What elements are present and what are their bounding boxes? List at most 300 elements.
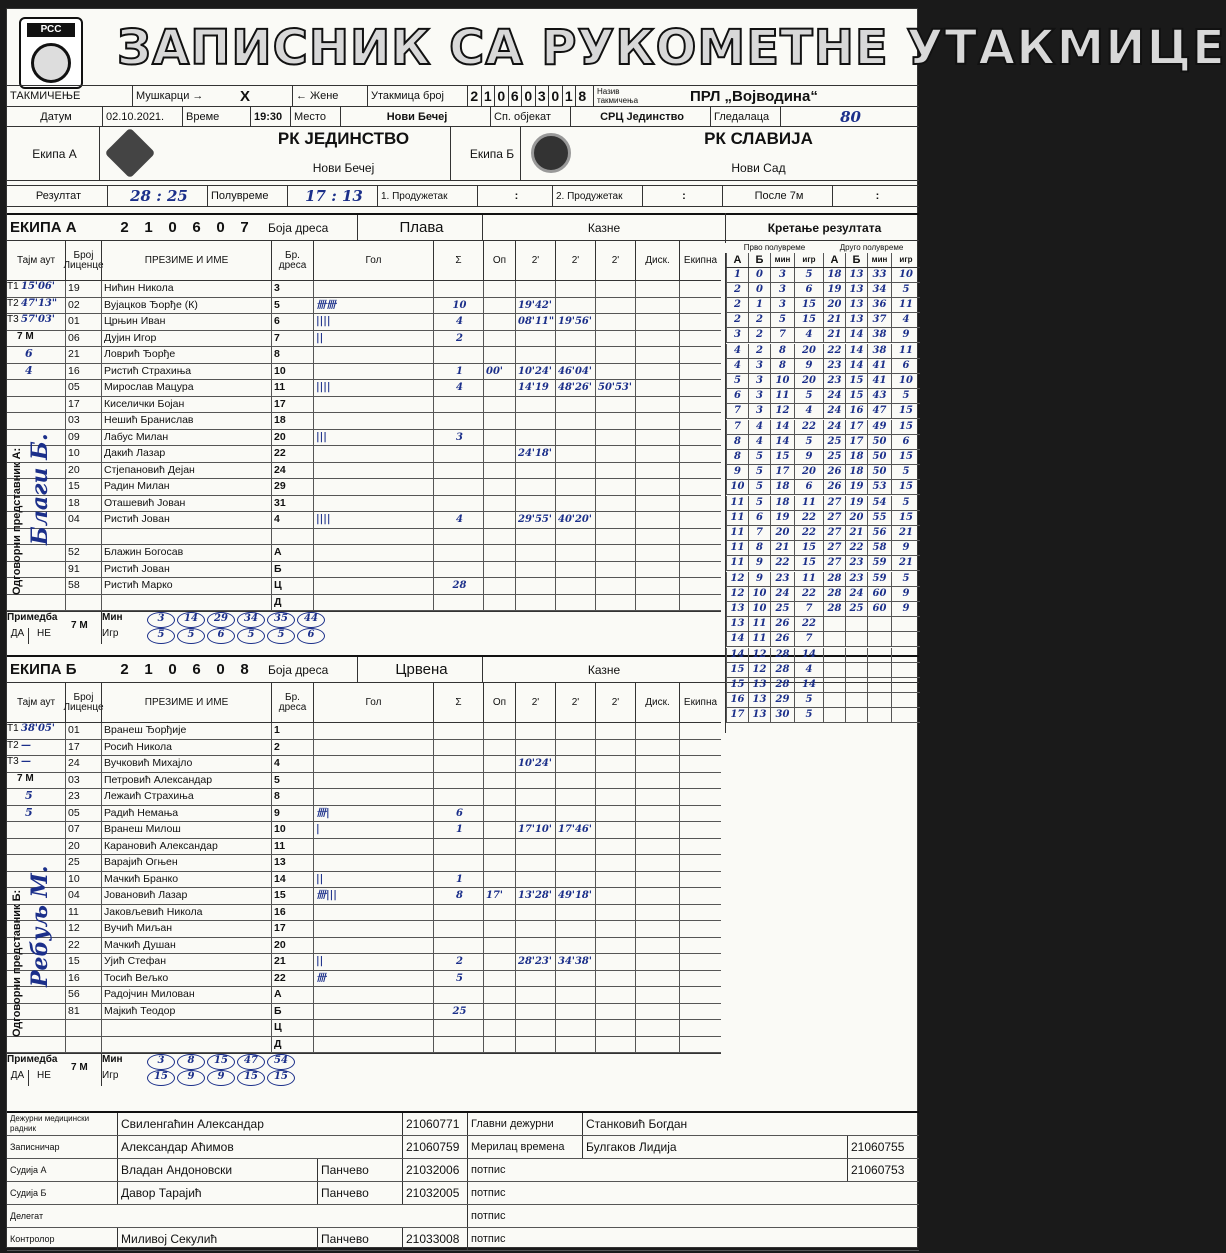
score-progress-cell: 3 bbox=[770, 268, 794, 282]
score-progress-cell: 5 bbox=[794, 389, 823, 403]
player-dres: 5 bbox=[271, 298, 313, 314]
player-k1 bbox=[515, 430, 555, 446]
team-code-digit: 0 bbox=[216, 219, 225, 236]
player-sum bbox=[433, 773, 483, 789]
team-label: ЕКИПА А bbox=[10, 219, 77, 236]
score-progress-cell: 43 bbox=[867, 389, 891, 403]
player-k2 bbox=[555, 987, 595, 1003]
timeout-label: T2 bbox=[7, 297, 19, 309]
score-progress-cell: 34 bbox=[867, 283, 891, 297]
player-ime bbox=[101, 1020, 271, 1036]
score-progress-cell bbox=[845, 632, 867, 646]
player-k2 bbox=[555, 298, 595, 314]
column-header-ekipna: Екипна bbox=[679, 241, 721, 280]
player-ime: Вучковић Михајло bbox=[101, 756, 271, 772]
player-dres: 8 bbox=[271, 347, 313, 363]
score-progress-cell: 50 bbox=[867, 465, 891, 479]
player-row bbox=[7, 888, 721, 905]
score-progress-cell: 4 bbox=[748, 420, 770, 434]
player-row bbox=[7, 773, 721, 790]
player-dres: 4 bbox=[271, 512, 313, 528]
player-gol bbox=[313, 723, 433, 739]
player-sum bbox=[433, 281, 483, 297]
score-progress-row bbox=[726, 344, 920, 359]
player-ime: Мајкић Теодор bbox=[101, 1004, 271, 1020]
score-progress-row bbox=[726, 678, 920, 693]
score-progress-cell: 25 bbox=[845, 602, 867, 616]
match-number-digit: 6 bbox=[508, 86, 522, 106]
score-progress-cell: 27 bbox=[823, 526, 845, 540]
player-k1: 13'28' bbox=[515, 888, 555, 904]
player-ime: Вујацков Ђорђе (К) bbox=[101, 298, 271, 314]
player-lic: 04 bbox=[65, 888, 101, 904]
team-code-digit: 1 bbox=[144, 219, 153, 236]
score-progress-cell: 5 bbox=[794, 693, 823, 707]
player-cell bbox=[679, 529, 721, 545]
overtime1-value: : bbox=[477, 186, 552, 206]
player-k2 bbox=[555, 331, 595, 347]
minute-label: Мин bbox=[101, 1054, 141, 1070]
player-k2 bbox=[555, 578, 595, 594]
score-progress-cell: 8 bbox=[726, 435, 748, 449]
player-gol: || bbox=[313, 872, 433, 888]
score-progress-cell: 4 bbox=[794, 663, 823, 677]
player-gol: 卌| bbox=[313, 806, 433, 822]
score-progress-cell: 12 bbox=[726, 572, 748, 586]
player-k2 bbox=[555, 872, 595, 888]
score-progress-cell: 22 bbox=[794, 511, 823, 525]
player-op bbox=[483, 723, 515, 739]
player-k1 bbox=[515, 1037, 555, 1053]
header-competition-row bbox=[7, 85, 919, 107]
player-lic: 52 bbox=[65, 545, 101, 561]
player-op bbox=[483, 921, 515, 937]
player-dres: 6 bbox=[271, 314, 313, 330]
score-progress-cell: 11 bbox=[794, 572, 823, 586]
player-lic: 21 bbox=[65, 347, 101, 363]
column-header-m2: 2' bbox=[595, 241, 635, 280]
player-cell bbox=[679, 723, 721, 739]
score-progress-col-b: Б bbox=[748, 253, 770, 267]
match-number bbox=[467, 86, 591, 106]
player-lic: 18 bbox=[65, 496, 101, 512]
player-cell bbox=[679, 806, 721, 822]
official-row bbox=[7, 1182, 919, 1205]
score-progress-cell: 14 bbox=[770, 420, 794, 434]
player-row bbox=[7, 529, 721, 546]
player-k2 bbox=[555, 1004, 595, 1020]
score-progress-cell: 9 bbox=[891, 587, 920, 601]
player-op bbox=[483, 595, 515, 611]
player-gol: |||| bbox=[313, 314, 433, 330]
score-progress-cell: 10 bbox=[891, 374, 920, 388]
column-header-m2: 2' bbox=[515, 241, 555, 280]
score-progress-cell: 5 bbox=[748, 480, 770, 494]
score-progress-cell: 9 bbox=[891, 328, 920, 342]
player-gol bbox=[313, 905, 433, 921]
official-lic-b: 21060753 bbox=[847, 1159, 919, 1181]
score-progress-cell: 4 bbox=[891, 313, 920, 327]
score-progress-cell: 41 bbox=[867, 359, 891, 373]
player-ime: Мачкић Бранко bbox=[101, 872, 271, 888]
player-row bbox=[7, 789, 721, 806]
score-progress-row bbox=[726, 617, 920, 632]
player-dres: 29 bbox=[271, 479, 313, 495]
column-header-m2: 2' bbox=[555, 241, 595, 280]
timeout-minute: 15 bbox=[207, 1054, 235, 1070]
player-k3 bbox=[595, 512, 635, 528]
score-progress-cell: 24 bbox=[823, 420, 845, 434]
official-merilac-label: Мерилац времена bbox=[467, 1136, 567, 1158]
officials-section bbox=[7, 1111, 919, 1249]
player-lic: 16 bbox=[65, 971, 101, 987]
player-dres: 20 bbox=[271, 430, 313, 446]
player-op bbox=[483, 938, 515, 954]
score-progress-cell bbox=[891, 663, 920, 677]
score-progress-cell bbox=[867, 663, 891, 677]
player-cell bbox=[635, 578, 679, 594]
player-cell bbox=[635, 512, 679, 528]
player-dres: 22 bbox=[271, 446, 313, 462]
score-progress-col-min: мин bbox=[867, 253, 891, 267]
player-cell bbox=[635, 789, 679, 805]
date-value: 02.10.2021. bbox=[102, 107, 182, 126]
player-sum bbox=[433, 545, 483, 561]
first-half-label: Прво полувреме bbox=[743, 243, 806, 252]
player-dres: 17 bbox=[271, 921, 313, 937]
player-k2 bbox=[555, 430, 595, 446]
jersey-color-label: Боја дреса bbox=[268, 662, 329, 677]
score-progress-cell: 17 bbox=[845, 420, 867, 434]
score-progress-cell: 28 bbox=[823, 587, 845, 601]
player-dres: 4 bbox=[271, 756, 313, 772]
score-progress-table bbox=[725, 243, 919, 733]
score-progress-col-a: А bbox=[823, 253, 845, 267]
timeout-value: 47'13" bbox=[21, 297, 58, 309]
timeout-value: 38'05' bbox=[21, 723, 55, 734]
team-b-crest-icon bbox=[531, 133, 571, 173]
player-gol bbox=[313, 1037, 433, 1053]
player-ime: Дакић Лазар bbox=[101, 446, 271, 462]
score-progress-row bbox=[726, 359, 920, 374]
player-k2 bbox=[555, 773, 595, 789]
women-label: ← Жене bbox=[292, 86, 364, 106]
player-dres: 13 bbox=[271, 855, 313, 871]
player-cell bbox=[635, 872, 679, 888]
score-progress-cell: 23 bbox=[823, 359, 845, 373]
player-sum: 4 bbox=[433, 314, 483, 330]
player-op bbox=[483, 430, 515, 446]
player-cell bbox=[635, 595, 679, 611]
player-k2 bbox=[555, 839, 595, 855]
score-progress-cell: 4 bbox=[726, 344, 748, 358]
score-progress-cell: 12 bbox=[748, 648, 770, 662]
score-progress-cell: 15 bbox=[770, 450, 794, 464]
remark-no: НЕ bbox=[37, 1070, 51, 1081]
player-cell bbox=[679, 872, 721, 888]
score-progress-cell: 15 bbox=[891, 511, 920, 525]
player-ime: Ристић Јован bbox=[101, 512, 271, 528]
penalties-title: Казне bbox=[482, 215, 722, 240]
column-header-ime: ПРЕЗИМЕ И ИМЕ bbox=[101, 241, 271, 280]
score-progress-subheader bbox=[726, 243, 920, 253]
player-lic: 03 bbox=[65, 773, 101, 789]
player-row bbox=[7, 971, 721, 988]
player-op bbox=[483, 347, 515, 363]
player-ime: Лежаић Страхиња bbox=[101, 789, 271, 805]
player-cell bbox=[679, 281, 721, 297]
timeout-minute: 3 bbox=[147, 612, 175, 628]
player-lic: 02 bbox=[65, 298, 101, 314]
player-k3 bbox=[595, 578, 635, 594]
score-progress-cell: 24 bbox=[823, 389, 845, 403]
player-ime bbox=[101, 529, 271, 545]
halftime-label: Полувреме bbox=[207, 186, 287, 206]
player-sum bbox=[433, 1037, 483, 1053]
player-gol: |||| bbox=[313, 380, 433, 396]
player-dres: 31 bbox=[271, 496, 313, 512]
column-header-licenca: Број Лиценце bbox=[65, 241, 101, 280]
player-cell bbox=[679, 987, 721, 1003]
player-row bbox=[7, 364, 721, 381]
score-progress-cell: 16 bbox=[845, 404, 867, 418]
score-progress-cell: 3 bbox=[770, 283, 794, 297]
player-dres: 1 bbox=[271, 723, 313, 739]
player-gol: | bbox=[313, 822, 433, 838]
scoresheet bbox=[6, 8, 1226, 1248]
score-progress-row bbox=[726, 374, 920, 389]
score-progress-cell: 10 bbox=[770, 374, 794, 388]
player-k1 bbox=[515, 773, 555, 789]
score-progress-row bbox=[726, 389, 920, 404]
player-dres: 10 bbox=[271, 822, 313, 838]
player-k3 bbox=[595, 806, 635, 822]
score-progress-cell bbox=[867, 678, 891, 692]
player-dres: Д bbox=[271, 1037, 313, 1053]
jersey-color-label: Боја дреса bbox=[268, 220, 329, 235]
official-sudija-a-grad: Панчево bbox=[317, 1159, 402, 1181]
player-cell bbox=[635, 446, 679, 462]
player-k3 bbox=[595, 562, 635, 578]
player-sum: 1 bbox=[433, 364, 483, 380]
player-op bbox=[483, 855, 515, 871]
player-cell bbox=[635, 479, 679, 495]
player-cell bbox=[679, 545, 721, 561]
player-row bbox=[7, 595, 721, 612]
score-progress-cell: 4 bbox=[794, 404, 823, 418]
player-cell bbox=[635, 921, 679, 937]
score-progress-row bbox=[726, 663, 920, 678]
player-k2 bbox=[555, 905, 595, 921]
player-k2 bbox=[555, 281, 595, 297]
score-progress-cell: 11 bbox=[891, 344, 920, 358]
player-cell bbox=[635, 347, 679, 363]
score-progress-cell: 27 bbox=[823, 556, 845, 570]
score-progress-cell: 27 bbox=[823, 511, 845, 525]
score-progress-cell: 33 bbox=[867, 268, 891, 282]
player-op bbox=[483, 413, 515, 429]
player-dres: 24 bbox=[271, 463, 313, 479]
overtime2-value: : bbox=[642, 186, 722, 206]
player-cell bbox=[635, 822, 679, 838]
score-progress-cell: 26 bbox=[823, 480, 845, 494]
player-ime: Мачкић Душан bbox=[101, 938, 271, 954]
column-header-gol: Гол bbox=[313, 683, 433, 722]
player-op bbox=[483, 756, 515, 772]
official-sudija-a: Владан Андоновски bbox=[117, 1159, 317, 1181]
player-gol: 卌卌 bbox=[313, 298, 433, 314]
score-progress-cell: 28 bbox=[770, 678, 794, 692]
score-progress-cell: 9 bbox=[891, 541, 920, 555]
score-progress-col-row bbox=[726, 253, 920, 268]
score-progress-cell: 2 bbox=[726, 283, 748, 297]
played-label: Игр bbox=[101, 1070, 141, 1086]
player-dres: Б bbox=[271, 562, 313, 578]
player-k2: 48'26' bbox=[555, 380, 595, 396]
score-progress-cell: 8 bbox=[770, 359, 794, 373]
score-progress-cell bbox=[823, 693, 845, 707]
player-lic: 25 bbox=[65, 855, 101, 871]
player-row bbox=[7, 479, 721, 496]
player-k2: 46'04' bbox=[555, 364, 595, 380]
player-k1 bbox=[515, 397, 555, 413]
player-k1 bbox=[515, 331, 555, 347]
score-progress-cell: 18 bbox=[770, 480, 794, 494]
player-k1: 08'11" bbox=[515, 314, 555, 330]
player-k1 bbox=[515, 347, 555, 363]
player-row bbox=[7, 740, 721, 757]
column-header-dres: Бр. дреса bbox=[271, 683, 313, 722]
score-progress-cell: 19 bbox=[770, 511, 794, 525]
timeout-minute: 34 bbox=[237, 612, 265, 628]
player-k1 bbox=[515, 905, 555, 921]
player-sum: 28 bbox=[433, 578, 483, 594]
score-progress-cell: 6 bbox=[748, 511, 770, 525]
player-k1 bbox=[515, 595, 555, 611]
remark-yes: ДА bbox=[7, 628, 29, 644]
player-k1 bbox=[515, 1004, 555, 1020]
player-row bbox=[7, 954, 721, 971]
score-progress-cell: 0 bbox=[748, 283, 770, 297]
player-k1: 14'19 bbox=[515, 380, 555, 396]
team-a-city: Нови Бечеј bbox=[312, 161, 375, 175]
player-gol bbox=[313, 446, 433, 462]
player-k2 bbox=[555, 1037, 595, 1053]
score-progress-cell: 6 bbox=[794, 480, 823, 494]
player-k2 bbox=[555, 971, 595, 987]
official-kontrolor: Миливој Секулић bbox=[117, 1228, 317, 1250]
player-k1 bbox=[515, 479, 555, 495]
score-progress-cell bbox=[867, 708, 891, 722]
timeout-label: T1 bbox=[7, 281, 19, 292]
player-row bbox=[7, 545, 721, 562]
player-dres: 8 bbox=[271, 789, 313, 805]
score-progress-cell: 38 bbox=[867, 328, 891, 342]
score-progress-cell: 5 bbox=[770, 313, 794, 327]
score-progress-cell: 50 bbox=[867, 450, 891, 464]
player-sum bbox=[433, 413, 483, 429]
official-sudija-a-lic: 21032006 bbox=[402, 1159, 464, 1181]
player-dres: Д bbox=[271, 595, 313, 611]
official-potpis: потпис bbox=[467, 1159, 567, 1181]
score-progress-cell: 5 bbox=[726, 374, 748, 388]
player-ime: Варајић Огњен bbox=[101, 855, 271, 871]
score-progress-cell: 2 bbox=[748, 344, 770, 358]
player-cell bbox=[679, 463, 721, 479]
timeout-minute: 3 bbox=[147, 1054, 175, 1070]
player-sum bbox=[433, 756, 483, 772]
score-progress-row bbox=[726, 632, 920, 647]
player-k1 bbox=[515, 987, 555, 1003]
timeout-played: 5 bbox=[267, 628, 295, 644]
player-k3 bbox=[595, 789, 635, 805]
timeout-minute: 47 bbox=[237, 1054, 265, 1070]
player-k2 bbox=[555, 562, 595, 578]
team-code-digit: 1 bbox=[144, 661, 153, 678]
score-progress-cell: 6 bbox=[891, 435, 920, 449]
score-progress-cell: 25 bbox=[823, 435, 845, 449]
official-sudija-a-label: Судија А bbox=[10, 1165, 47, 1175]
player-cell bbox=[679, 954, 721, 970]
column-header-m2: 2' bbox=[515, 683, 555, 722]
score-progress-cell: 10 bbox=[748, 602, 770, 616]
score-progress-cell: 4 bbox=[748, 435, 770, 449]
minute-label: Мин bbox=[101, 612, 141, 628]
score-progress-cell: 17 bbox=[770, 465, 794, 479]
player-row bbox=[7, 938, 721, 955]
player-row bbox=[7, 987, 721, 1004]
player-cell bbox=[679, 446, 721, 462]
player-lic: 10 bbox=[65, 872, 101, 888]
score-progress-cell: 5 bbox=[891, 283, 920, 297]
player-row bbox=[7, 413, 721, 430]
timeout-minute: 8 bbox=[177, 1054, 205, 1070]
player-cell bbox=[679, 479, 721, 495]
score-progress-cell: 5 bbox=[794, 708, 823, 722]
score-progress-cell: 3 bbox=[726, 328, 748, 342]
score-progress-cell: 28 bbox=[823, 602, 845, 616]
player-lic: 05 bbox=[65, 806, 101, 822]
player-cell bbox=[679, 888, 721, 904]
score-progress-cell: 17 bbox=[845, 435, 867, 449]
competition-name-label: Назив такмичења bbox=[593, 86, 651, 106]
player-dres: Ц bbox=[271, 578, 313, 594]
column-header-disk: Диск. bbox=[635, 683, 679, 722]
score-progress-col-b: Б bbox=[845, 253, 867, 267]
score-progress-cell: 22 bbox=[845, 541, 867, 555]
player-cell bbox=[635, 740, 679, 756]
player-sum: 4 bbox=[433, 380, 483, 396]
player-gol bbox=[313, 529, 433, 545]
player-op bbox=[483, 1020, 515, 1036]
column-header-row bbox=[7, 241, 721, 281]
score-progress-cell: 20 bbox=[770, 526, 794, 540]
score-progress-cell bbox=[823, 708, 845, 722]
player-k3 bbox=[595, 446, 635, 462]
player-dres: А bbox=[271, 987, 313, 1003]
column-header-ekipna: Екипна bbox=[679, 683, 721, 722]
score-progress-cell: 11 bbox=[748, 632, 770, 646]
team-code-digit: 0 bbox=[216, 661, 225, 678]
timeout-minute: 44 bbox=[297, 612, 325, 628]
score-progress-cell: 13 bbox=[845, 283, 867, 297]
player-row bbox=[7, 839, 721, 856]
player-k3 bbox=[595, 430, 635, 446]
score-progress-cell: 14 bbox=[726, 632, 748, 646]
score-progress-cell: 50 bbox=[867, 435, 891, 449]
player-dres: 7 bbox=[271, 331, 313, 347]
player-row bbox=[7, 1037, 721, 1054]
